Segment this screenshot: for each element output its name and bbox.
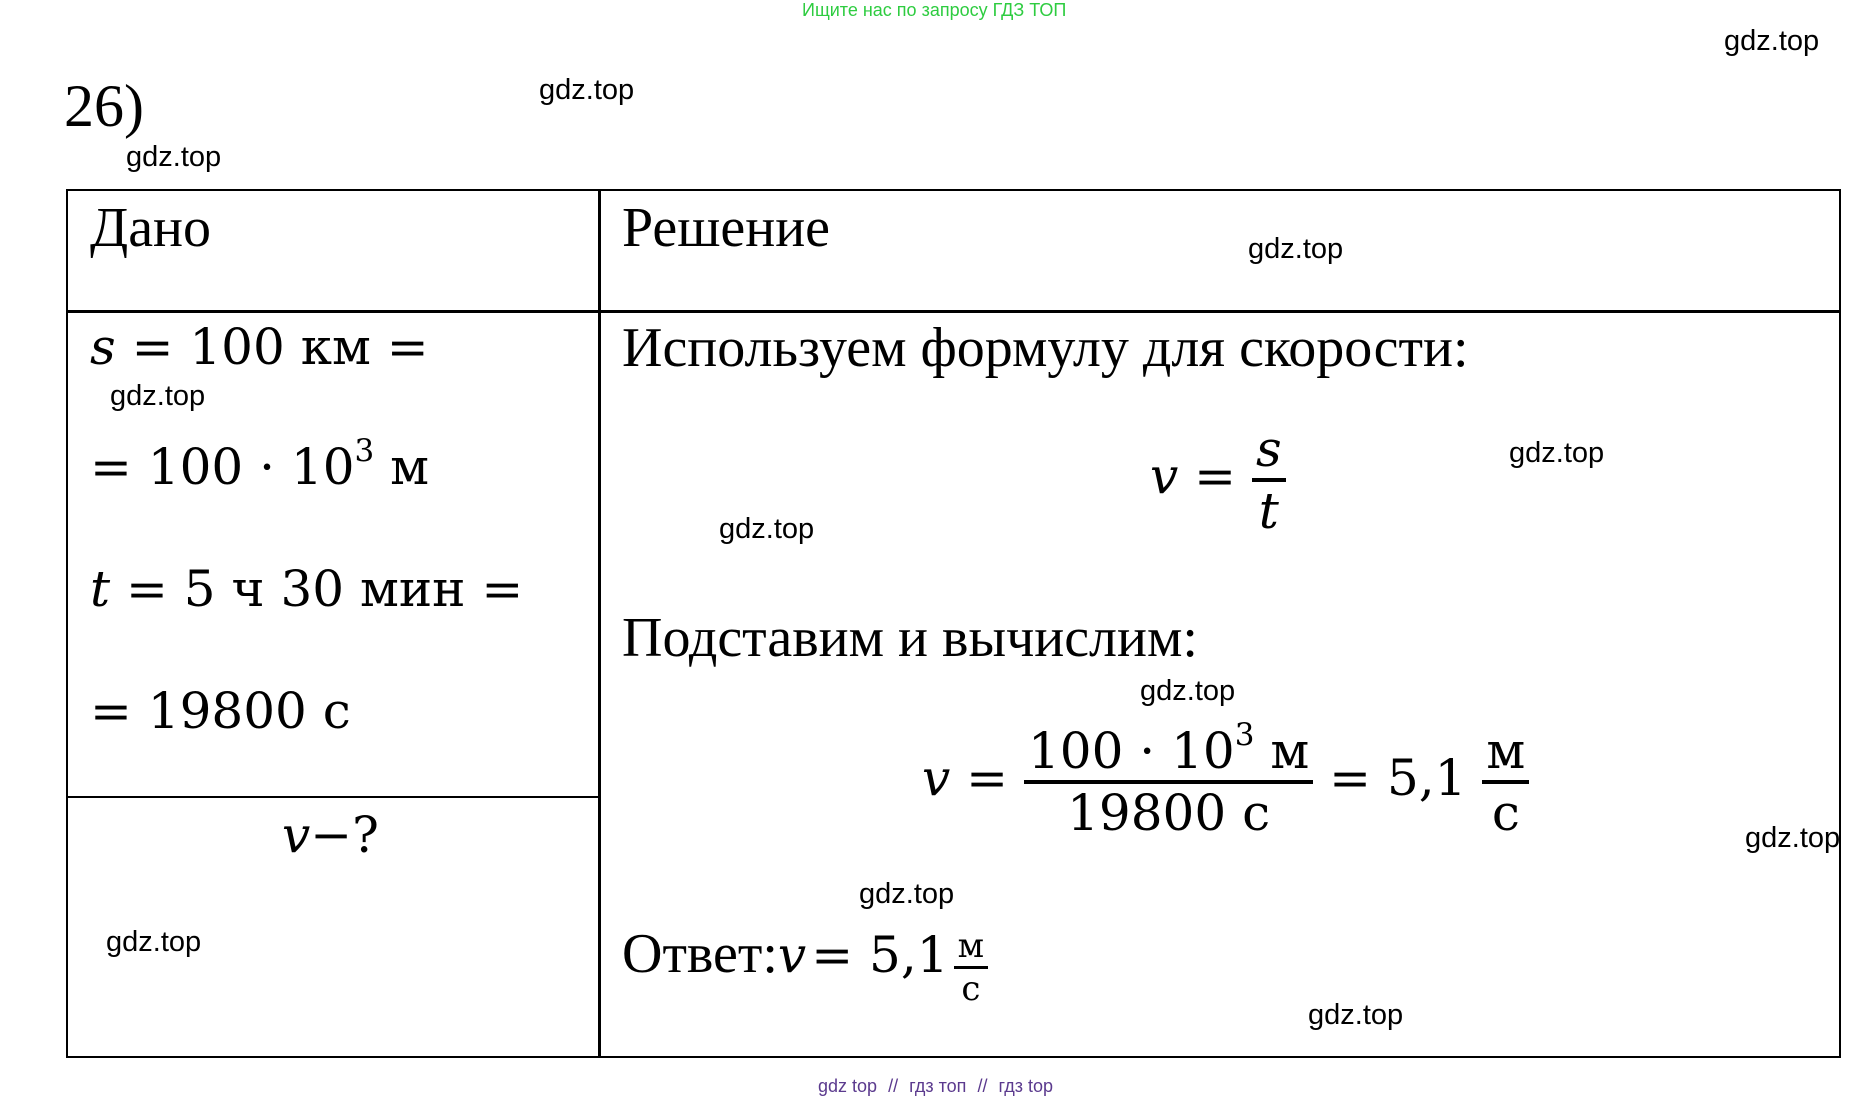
given-time: [90, 560, 523, 618]
velocity-calculation: v = $\frac{100 \cdot 10^3 м}{19800 с}$ = 5,1 $\frac{м}{с}$: [922, 722, 1529, 842]
solution-line-formula-intro: Используем формулу для скорости:: [622, 317, 1469, 379]
answer-label: Ответ:: [622, 923, 778, 985]
watermark: gdz.top: [719, 513, 815, 545]
time-value: = 5 ч 30 мин =: [126, 560, 524, 618]
fraction-s-over-t: $\frac{s}{t}$: [1252, 420, 1286, 540]
given-distance: [90, 318, 429, 376]
watermark: gdz.top: [1140, 675, 1236, 707]
watermark: gdz.top: [126, 141, 222, 173]
answer-line: Ответ:v = 5,1 $\frac{м}{с}$: [622, 922, 988, 1009]
watermark: gdz.top: [1724, 25, 1820, 57]
watermark: gdz.top: [1509, 437, 1605, 469]
answer-unit: $\frac{м}{с}$: [954, 926, 988, 1009]
watermark: gdz.top: [539, 74, 635, 106]
velocity-formula: v = $\frac{s}{t}$: [1150, 420, 1286, 540]
distance-value: = 100 км =: [131, 318, 429, 376]
solution-header: Решение: [622, 197, 831, 259]
watermark: gdz.top: [106, 926, 202, 958]
find-quantity: v−?: [282, 806, 379, 864]
var-t: t: [90, 560, 111, 618]
footer-links: gdz top // гдз топ // гдз top: [818, 1076, 1054, 1096]
watermark: gdz.top: [859, 878, 955, 910]
problem-number: 26): [64, 73, 144, 139]
given-find-divider: [66, 796, 600, 798]
watermark: gdz.top: [1745, 822, 1841, 854]
given-time-converted: = 19800 с: [90, 682, 351, 740]
footer-link[interactable]: гдз топ: [909, 1076, 967, 1096]
footer-link[interactable]: гдз top: [998, 1076, 1054, 1096]
table-header-divider: [66, 310, 1841, 313]
watermark: gdz.top: [1308, 999, 1404, 1031]
given-header: Дано: [90, 197, 212, 259]
fraction-distance-over-time: $\frac{100 \cdot 10^3 м}{19800 с}$: [1024, 722, 1313, 842]
solution-line-substitute: Подставим и вычислим:: [622, 607, 1198, 669]
watermark: gdz.top: [110, 380, 206, 412]
top-banner: Ищите нас по запросу ГДЗ ТОП: [802, 0, 1067, 20]
given-distance-converted: = $100 \cdot 10^3$ м: [90, 432, 430, 496]
table-column-divider: [598, 189, 601, 1058]
unit-m-per-s: $\frac{м}{с}$: [1482, 722, 1529, 842]
watermark: gdz.top: [1248, 233, 1344, 265]
footer-link[interactable]: gdz top: [818, 1076, 878, 1096]
var-s: s: [90, 318, 116, 376]
